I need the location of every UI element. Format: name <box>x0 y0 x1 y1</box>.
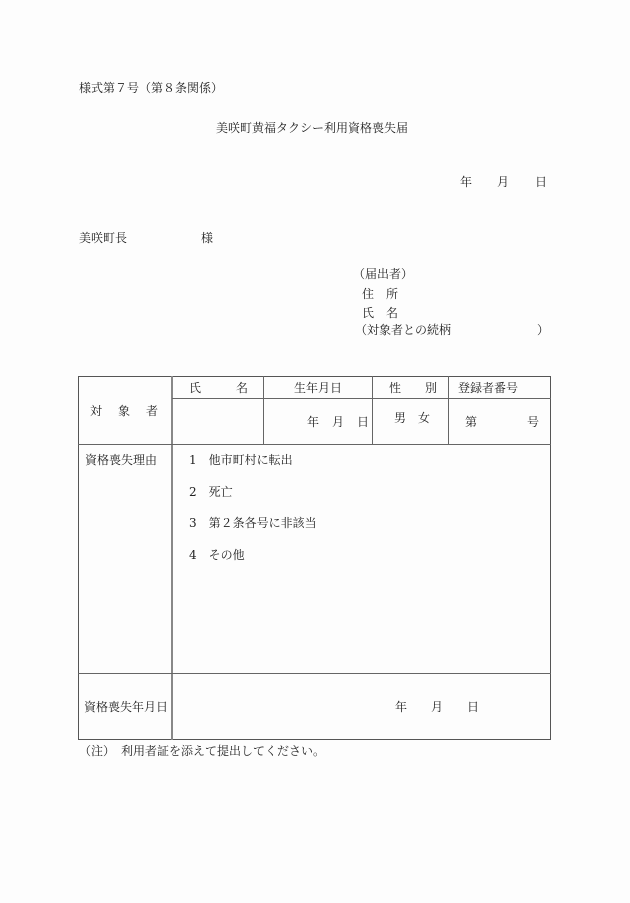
reason-text: その他 <box>208 548 245 562</box>
reason-num: 4 <box>189 548 197 562</box>
addressee-honorific: 様 <box>201 231 214 245</box>
reason-item[interactable] <box>189 548 245 562</box>
birth-day: 日 <box>357 415 370 429</box>
applicant-heading: （届出者） <box>353 267 414 281</box>
reason-item[interactable] <box>189 453 293 467</box>
table-divider <box>448 376 449 444</box>
table-divider <box>78 444 551 445</box>
relation-label: （対象者との続柄 <box>355 323 452 337</box>
sex-options[interactable]: 男 女 <box>394 411 431 425</box>
header-birthdate: 生年月日 <box>294 381 343 395</box>
month-label: 月 <box>497 175 510 189</box>
loss-month: 月 <box>431 700 444 714</box>
loss-day: 日 <box>467 700 480 714</box>
reason-num: 1 <box>189 453 197 467</box>
reason-item[interactable] <box>189 516 317 530</box>
reason-label: 資格喪失理由 <box>85 453 158 467</box>
loss-form-table <box>78 376 551 740</box>
day-label: 日 <box>535 175 548 189</box>
reason-num: 2 <box>189 485 197 499</box>
footnote: （注） 利用者証を添えて提出してください。 <box>79 744 326 758</box>
table-divider <box>372 376 373 444</box>
reason-item[interactable] <box>189 485 233 499</box>
loss-date-label: 資格喪失年月日 <box>84 700 169 714</box>
reg-suffix: 号 <box>527 415 540 429</box>
table-divider <box>78 673 551 674</box>
header-sex-1: 性 <box>389 381 402 395</box>
reg-prefix: 第 <box>465 415 478 429</box>
header-name-1: 氏 <box>189 381 202 395</box>
reason-text: 死亡 <box>208 485 233 499</box>
reason-num: 3 <box>189 516 197 530</box>
table-divider <box>263 376 264 444</box>
loss-year: 年 <box>395 700 408 714</box>
birth-year: 年 <box>307 415 320 429</box>
birth-month: 月 <box>332 415 345 429</box>
address-label: 住 所 <box>362 287 399 301</box>
relation-close: ） <box>537 323 550 337</box>
year-label: 年 <box>460 175 473 189</box>
reason-text: 第２条各号に非該当 <box>208 516 317 530</box>
header-reg-no: 登録者番号 <box>458 381 519 395</box>
subject-label: 対 象 者 <box>90 404 161 418</box>
header-name-2: 名 <box>236 381 249 395</box>
form-number: 様式第７号（第８条関係） <box>79 81 224 95</box>
header-sex-2: 別 <box>425 381 438 395</box>
reason-text: 他市町村に転出 <box>208 453 293 467</box>
name-label: 氏 名 <box>362 306 399 320</box>
subject-name-field[interactable] <box>173 399 262 443</box>
addressee-name: 美咲町長 <box>79 231 128 245</box>
document-title: 美咲町黄福タクシー利用資格喪失届 <box>216 121 409 135</box>
